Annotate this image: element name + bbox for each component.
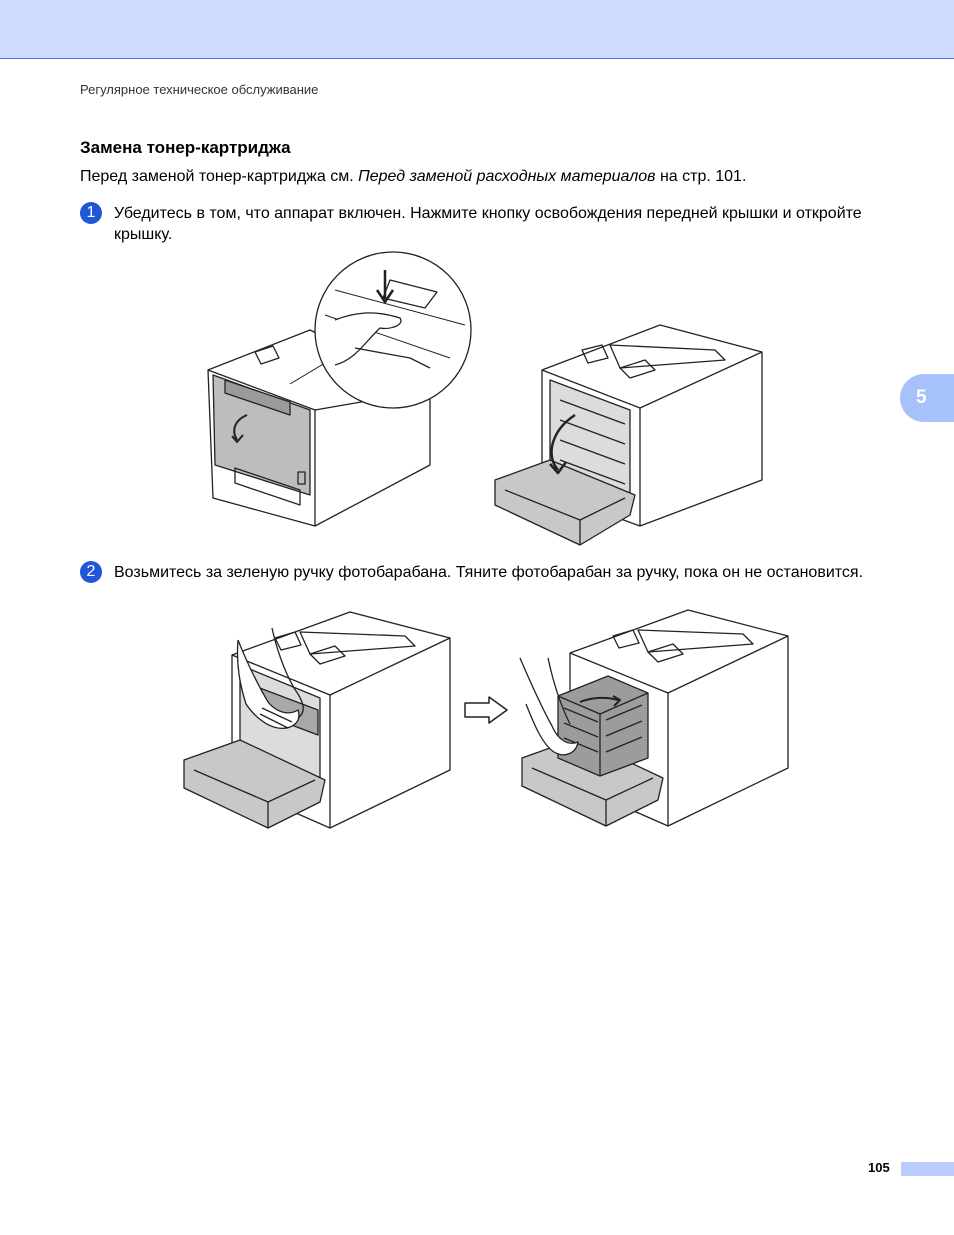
hands-grasp-drum-illustration	[180, 610, 455, 835]
step-1-text: Убедитесь в том, что аппарат включен. Нажмите кнопку освобождения передней крышки и откройте крышку.	[114, 205, 862, 243]
step-2-text: Возьмитесь за зеленую ручку фотобарабана. Тяните фотобарабан за ручку, пока он не остановится.	[114, 564, 864, 581]
cross-reference-link[interactable]: Перед заменой расходных материалов	[358, 168, 656, 185]
page-number: 105	[868, 1160, 890, 1175]
right-arrow-icon	[463, 695, 509, 725]
step-1-number: 1	[80, 202, 102, 224]
running-head: Регулярное техническое обслуживание	[80, 82, 319, 97]
intro-text-after: на стр. 101.	[655, 168, 747, 185]
chapter-tab: 5	[900, 374, 954, 422]
printer-press-release-illustration	[205, 250, 475, 530]
header-band	[0, 0, 954, 59]
intro-paragraph	[80, 168, 746, 186]
step-2-number: 2	[80, 561, 102, 583]
drum-pulled-out-illustration	[518, 608, 793, 833]
intro-text-before: Перед заменой тонер-картриджа см.	[80, 168, 359, 185]
section-title: Замена тонер-картриджа	[80, 138, 291, 157]
printer-cover-open-illustration	[490, 320, 770, 550]
footer-bar	[901, 1162, 954, 1176]
